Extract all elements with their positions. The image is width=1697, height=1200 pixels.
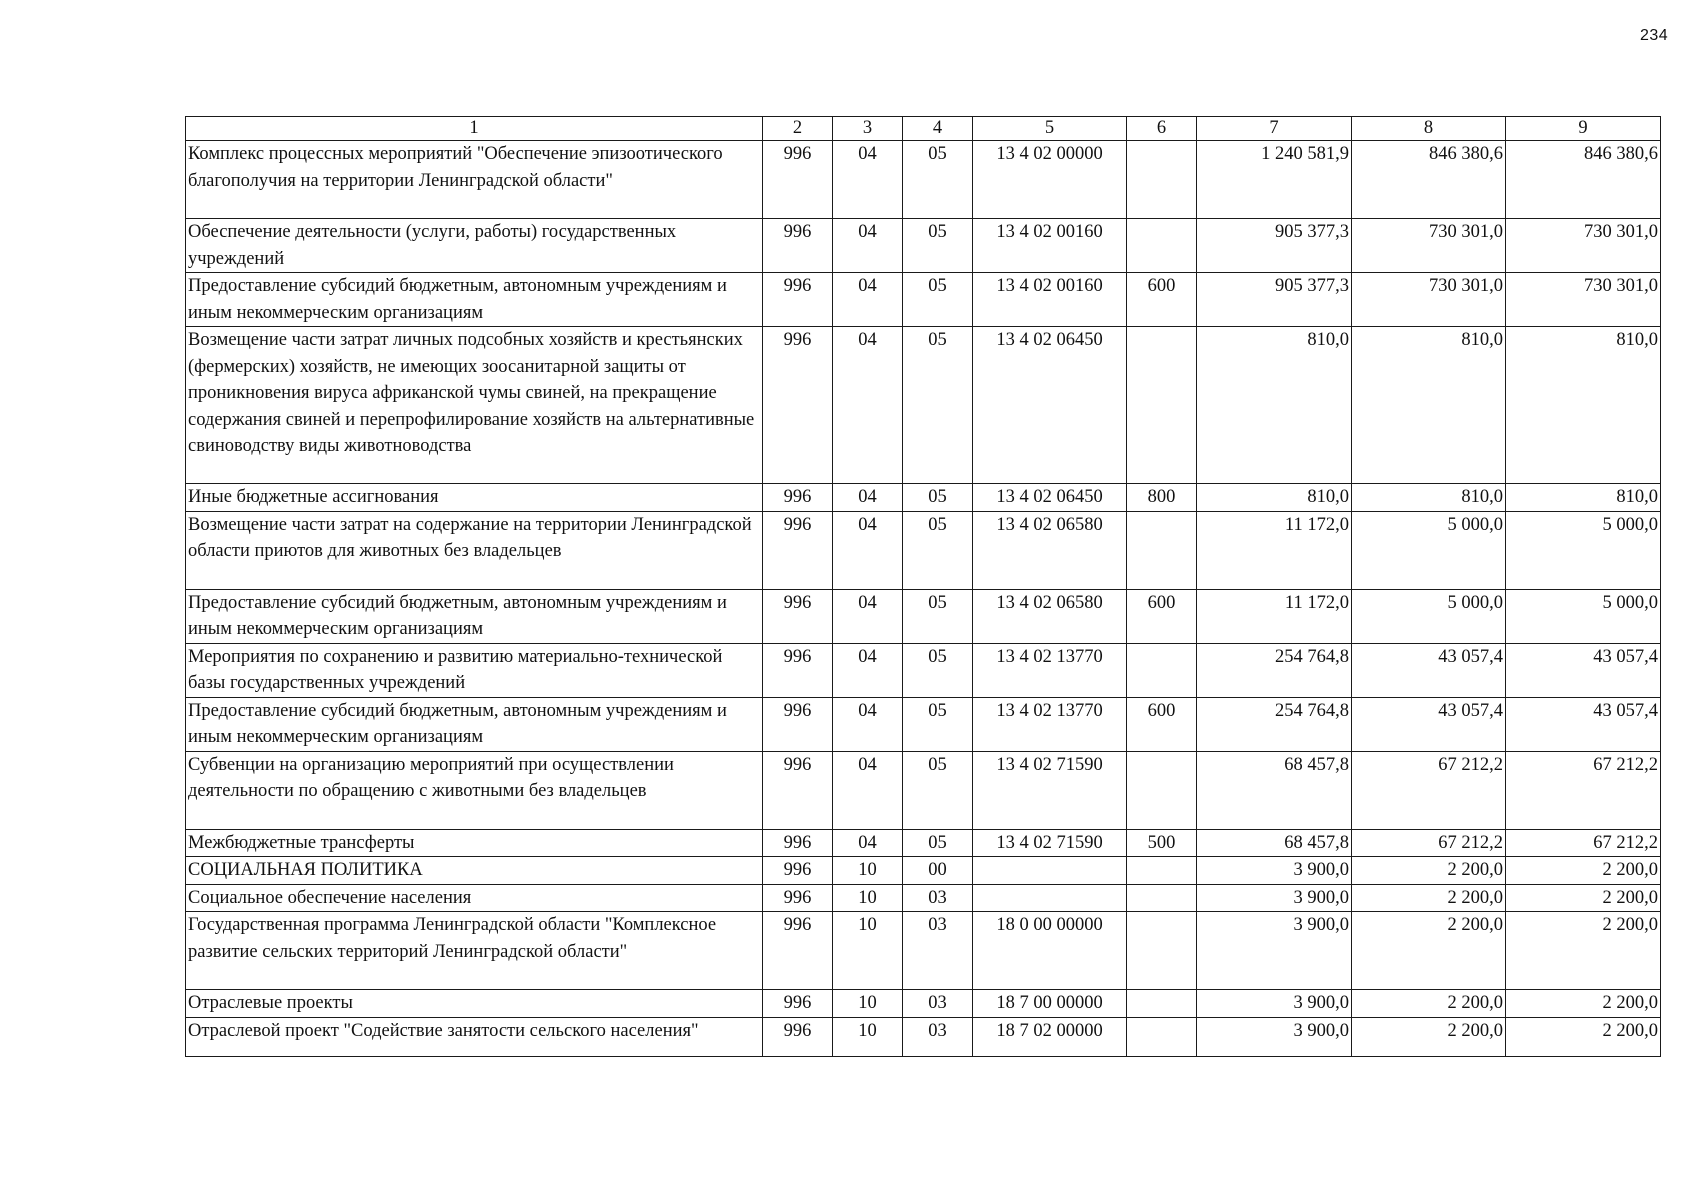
- amount-cell: 67 212,2: [1352, 829, 1506, 857]
- subsection-cell: 03: [903, 990, 973, 1018]
- amount-cell: 3 900,0: [1197, 857, 1352, 885]
- section-cell: 04: [833, 273, 903, 327]
- amount-cell: 3 900,0: [1197, 990, 1352, 1018]
- amount-cell: 2 200,0: [1352, 912, 1506, 990]
- amount-cell: 5 000,0: [1352, 511, 1506, 589]
- expense-type-cell: [1127, 751, 1197, 829]
- section-cell: 04: [833, 589, 903, 643]
- amount-cell: 5 000,0: [1506, 511, 1661, 589]
- row-name-cell: СОЦИАЛЬНАЯ ПОЛИТИКА: [186, 857, 763, 885]
- expense-type-cell: [1127, 511, 1197, 589]
- amount-cell: 2 200,0: [1506, 884, 1661, 912]
- section-cell: 10: [833, 912, 903, 990]
- expense-type-cell: 800: [1127, 484, 1197, 512]
- target-article-cell: 13 4 02 06580: [973, 589, 1127, 643]
- section-cell: 04: [833, 219, 903, 273]
- subsection-cell: 00: [903, 857, 973, 885]
- amount-cell: 730 301,0: [1352, 219, 1506, 273]
- table-row: [186, 643, 1661, 697]
- amount-cell: 810,0: [1197, 327, 1352, 484]
- amount-cell: 1 240 581,9: [1197, 141, 1352, 219]
- table-row: [186, 751, 1661, 829]
- row-name-cell: Возмещение части затрат на содержание на территории Ленинградской области приютов для животных без владельцев: [186, 511, 763, 589]
- subsection-cell: 05: [903, 219, 973, 273]
- amount-cell: 43 057,4: [1352, 697, 1506, 751]
- table-row: [186, 589, 1661, 643]
- target-article-cell: [973, 884, 1127, 912]
- row-name-cell: Возмещение части затрат личных подсобных хозяйств и крестьянских (фермерских) хозяйств, не имеющих зоосанитарной защиты от проникновения вируса африканской чумы свиней, на прекращение содержания свиней и перепрофилирование хозяйств на альтернативные свиноводству виды животноводства: [186, 327, 763, 484]
- row-name-cell: Отраслевой проект "Содействие занятости сельского населения": [186, 1017, 763, 1056]
- amount-cell: 846 380,6: [1352, 141, 1506, 219]
- row-name-cell: Межбюджетные трансферты: [186, 829, 763, 857]
- subsection-cell: 05: [903, 141, 973, 219]
- admin-code-cell: 996: [763, 884, 833, 912]
- target-article-cell: 13 4 02 06450: [973, 327, 1127, 484]
- row-name-cell: Субвенции на организацию мероприятий при осуществлении деятельности по обращению с животными без владельцев: [186, 751, 763, 829]
- admin-code-cell: 996: [763, 484, 833, 512]
- admin-code-cell: 996: [763, 327, 833, 484]
- table-row: [186, 990, 1661, 1018]
- subsection-cell: 03: [903, 912, 973, 990]
- subsection-cell: 05: [903, 643, 973, 697]
- admin-code-cell: 996: [763, 589, 833, 643]
- expense-type-cell: [1127, 990, 1197, 1018]
- amount-cell: 43 057,4: [1506, 697, 1661, 751]
- expense-type-cell: [1127, 327, 1197, 484]
- target-article-cell: [973, 857, 1127, 885]
- amount-cell: 2 200,0: [1352, 884, 1506, 912]
- expense-type-cell: [1127, 912, 1197, 990]
- expense-type-cell: 500: [1127, 829, 1197, 857]
- admin-code-cell: 996: [763, 219, 833, 273]
- section-cell: 04: [833, 141, 903, 219]
- row-name-cell: Государственная программа Ленинградской области "Комплексное развитие сельских территорий Ленинградской области": [186, 912, 763, 990]
- subsection-cell: 05: [903, 697, 973, 751]
- column-header: 4: [903, 117, 973, 141]
- expense-type-cell: [1127, 884, 1197, 912]
- amount-cell: 810,0: [1506, 327, 1661, 484]
- subsection-cell: 05: [903, 829, 973, 857]
- section-cell: 04: [833, 327, 903, 484]
- subsection-cell: 05: [903, 327, 973, 484]
- row-name-cell: Предоставление субсидий бюджетным, автономным учреждениям и иным некоммерческим организациям: [186, 589, 763, 643]
- table-header-row: [186, 117, 1661, 141]
- amount-cell: 810,0: [1352, 484, 1506, 512]
- target-article-cell: 13 4 02 00160: [973, 219, 1127, 273]
- section-cell: 04: [833, 484, 903, 512]
- target-article-cell: 13 4 02 00000: [973, 141, 1127, 219]
- table-body: [186, 117, 1661, 1057]
- section-cell: 04: [833, 643, 903, 697]
- amount-cell: 67 212,2: [1506, 829, 1661, 857]
- amount-cell: 254 764,8: [1197, 643, 1352, 697]
- admin-code-cell: 996: [763, 273, 833, 327]
- amount-cell: 905 377,3: [1197, 219, 1352, 273]
- amount-cell: 730 301,0: [1506, 273, 1661, 327]
- column-header: 9: [1506, 117, 1661, 141]
- table-row: [186, 511, 1661, 589]
- row-name-cell: Обеспечение деятельности (услуги, работы) государственных учреждений: [186, 219, 763, 273]
- admin-code-cell: 996: [763, 912, 833, 990]
- expense-type-cell: [1127, 141, 1197, 219]
- row-name-cell: Отраслевые проекты: [186, 990, 763, 1018]
- table-row: [186, 484, 1661, 512]
- column-header: 3: [833, 117, 903, 141]
- column-header: 7: [1197, 117, 1352, 141]
- subsection-cell: 05: [903, 484, 973, 512]
- target-article-cell: 13 4 02 13770: [973, 643, 1127, 697]
- amount-cell: 2 200,0: [1506, 857, 1661, 885]
- table-row: [186, 219, 1661, 273]
- target-article-cell: 18 0 00 00000: [973, 912, 1127, 990]
- target-article-cell: 13 4 02 06580: [973, 511, 1127, 589]
- amount-cell: 810,0: [1506, 484, 1661, 512]
- row-name-cell: Иные бюджетные ассигнования: [186, 484, 763, 512]
- row-name-cell: Комплекс процессных мероприятий "Обеспечение эпизоотического благополучия на территории Ленинградской области": [186, 141, 763, 219]
- amount-cell: 2 200,0: [1352, 857, 1506, 885]
- budget-table: [185, 116, 1661, 1057]
- table-row: [186, 273, 1661, 327]
- admin-code-cell: 996: [763, 697, 833, 751]
- admin-code-cell: 996: [763, 857, 833, 885]
- amount-cell: 67 212,2: [1506, 751, 1661, 829]
- section-cell: 04: [833, 751, 903, 829]
- section-cell: 10: [833, 990, 903, 1018]
- amount-cell: 5 000,0: [1506, 589, 1661, 643]
- amount-cell: 11 172,0: [1197, 511, 1352, 589]
- row-name-cell: Социальное обеспечение населения: [186, 884, 763, 912]
- target-article-cell: 13 4 02 71590: [973, 751, 1127, 829]
- target-article-cell: 13 4 02 71590: [973, 829, 1127, 857]
- amount-cell: 810,0: [1352, 327, 1506, 484]
- amount-cell: 730 301,0: [1352, 273, 1506, 327]
- expense-type-cell: 600: [1127, 697, 1197, 751]
- expense-type-cell: [1127, 1017, 1197, 1056]
- section-cell: 10: [833, 1017, 903, 1056]
- section-cell: 04: [833, 829, 903, 857]
- amount-cell: 810,0: [1197, 484, 1352, 512]
- amount-cell: 254 764,8: [1197, 697, 1352, 751]
- table-row: [186, 829, 1661, 857]
- amount-cell: 3 900,0: [1197, 912, 1352, 990]
- admin-code-cell: 996: [763, 990, 833, 1018]
- row-name-cell: Предоставление субсидий бюджетным, автономным учреждениям и иным некоммерческим организациям: [186, 273, 763, 327]
- column-header: 6: [1127, 117, 1197, 141]
- amount-cell: 2 200,0: [1506, 990, 1661, 1018]
- page-number: 234: [1640, 27, 1669, 44]
- subsection-cell: 05: [903, 589, 973, 643]
- amount-cell: 2 200,0: [1352, 990, 1506, 1018]
- amount-cell: 2 200,0: [1506, 1017, 1661, 1056]
- table-row: [186, 327, 1661, 484]
- target-article-cell: 18 7 00 00000: [973, 990, 1127, 1018]
- amount-cell: 730 301,0: [1506, 219, 1661, 273]
- target-article-cell: 13 4 02 06450: [973, 484, 1127, 512]
- amount-cell: 846 380,6: [1506, 141, 1661, 219]
- amount-cell: 67 212,2: [1352, 751, 1506, 829]
- amount-cell: 68 457,8: [1197, 751, 1352, 829]
- section-cell: 04: [833, 511, 903, 589]
- amount-cell: 905 377,3: [1197, 273, 1352, 327]
- table-row: [186, 697, 1661, 751]
- expense-type-cell: 600: [1127, 273, 1197, 327]
- section-cell: 04: [833, 697, 903, 751]
- admin-code-cell: 996: [763, 1017, 833, 1056]
- subsection-cell: 05: [903, 511, 973, 589]
- subsection-cell: 05: [903, 751, 973, 829]
- table-row: [186, 884, 1661, 912]
- amount-cell: 3 900,0: [1197, 884, 1352, 912]
- table-row: [186, 912, 1661, 990]
- admin-code-cell: 996: [763, 643, 833, 697]
- amount-cell: 43 057,4: [1352, 643, 1506, 697]
- amount-cell: 68 457,8: [1197, 829, 1352, 857]
- table-row: [186, 1017, 1661, 1056]
- column-header: 1: [186, 117, 763, 141]
- admin-code-cell: 996: [763, 141, 833, 219]
- row-name-cell: Мероприятия по сохранению и развитию материально-технической базы государственных учреждений: [186, 643, 763, 697]
- amount-cell: 5 000,0: [1352, 589, 1506, 643]
- subsection-cell: 03: [903, 1017, 973, 1056]
- amount-cell: 3 900,0: [1197, 1017, 1352, 1056]
- admin-code-cell: 996: [763, 829, 833, 857]
- amount-cell: 2 200,0: [1352, 1017, 1506, 1056]
- expense-type-cell: [1127, 643, 1197, 697]
- expense-type-cell: 600: [1127, 589, 1197, 643]
- section-cell: 10: [833, 857, 903, 885]
- column-header: 8: [1352, 117, 1506, 141]
- row-name-cell: Предоставление субсидий бюджетным, автономным учреждениям и иным некоммерческим организациям: [186, 697, 763, 751]
- column-header: 2: [763, 117, 833, 141]
- subsection-cell: 05: [903, 273, 973, 327]
- admin-code-cell: 996: [763, 511, 833, 589]
- target-article-cell: 18 7 02 00000: [973, 1017, 1127, 1056]
- amount-cell: 11 172,0: [1197, 589, 1352, 643]
- table-row: [186, 857, 1661, 885]
- admin-code-cell: 996: [763, 751, 833, 829]
- section-cell: 10: [833, 884, 903, 912]
- amount-cell: 43 057,4: [1506, 643, 1661, 697]
- expense-type-cell: [1127, 857, 1197, 885]
- column-header: 5: [973, 117, 1127, 141]
- target-article-cell: 13 4 02 00160: [973, 273, 1127, 327]
- amount-cell: 2 200,0: [1506, 912, 1661, 990]
- target-article-cell: 13 4 02 13770: [973, 697, 1127, 751]
- expense-type-cell: [1127, 219, 1197, 273]
- table-row: [186, 141, 1661, 219]
- subsection-cell: 03: [903, 884, 973, 912]
